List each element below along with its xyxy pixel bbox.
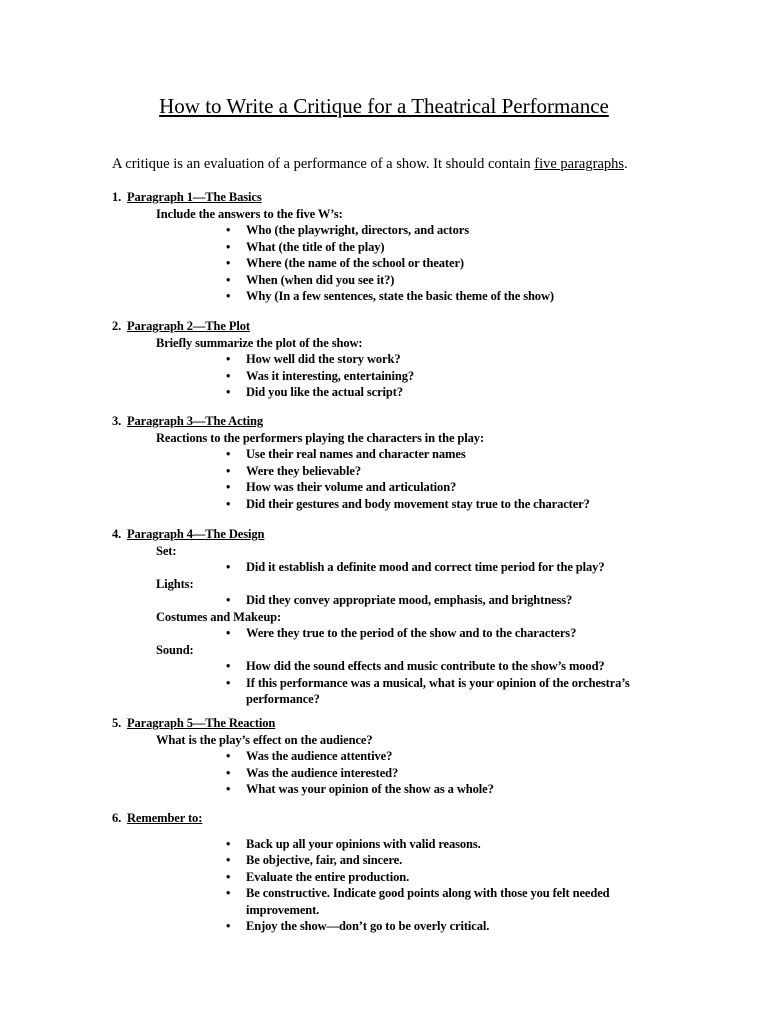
section-4 [112, 526, 646, 708]
section-heading [112, 318, 646, 335]
section-number: 3. [112, 414, 122, 428]
list-item-text: Use their real names and character names [246, 447, 466, 461]
section-subheading: Briefly summarize the plot of the show: [156, 335, 363, 350]
list-item-text: Evaluate the entire production. [246, 869, 410, 884]
bullet-list [112, 592, 646, 609]
list-item [226, 592, 646, 609]
bullet-icon: • [226, 385, 231, 399]
design-group-label-set: Set: [156, 543, 177, 558]
list-item [226, 272, 646, 289]
list-item [226, 852, 646, 869]
list-item-text: How was their volume and articulation? [246, 480, 457, 494]
bullet-icon: • [226, 675, 231, 690]
list-item-text: When (when did you see it?) [246, 272, 395, 287]
list-item [226, 675, 646, 708]
section-heading [112, 526, 646, 543]
bullet-icon: • [226, 659, 231, 673]
list-item [226, 836, 646, 853]
list-item-text: What was your opinion of the show as a whole? [246, 782, 494, 796]
list-item-text: Was it interesting, entertaining? [246, 368, 414, 383]
bullet-icon: • [226, 447, 231, 461]
design-group-label-sound: Sound: [156, 642, 194, 657]
spacer [112, 827, 646, 836]
design-group-label-costumes: Costumes and Makeup: [156, 609, 282, 624]
section-title: Paragraph 2—The Plot [127, 319, 250, 333]
list-item-text: Enjoy the show—don’t go to be overly critical. [246, 919, 490, 933]
list-item [226, 463, 646, 480]
bullet-icon: • [226, 496, 231, 511]
section-5 [112, 715, 646, 798]
section-number: 1. [112, 190, 122, 204]
list-item [226, 869, 646, 886]
list-item [226, 479, 646, 496]
section-number: 6. [112, 811, 122, 825]
bullet-icon: • [226, 782, 231, 796]
section-title: Paragraph 4—The Design [127, 527, 265, 541]
section-title: Paragraph 5—The Reaction [127, 716, 276, 730]
section-2 [112, 318, 646, 401]
bullet-icon: • [226, 272, 231, 287]
list-item-text: Did you like the actual script? [246, 385, 403, 399]
list-item-text: Did it establish a definite mood and correct time period for the play? [246, 560, 605, 574]
bullet-list [112, 625, 646, 642]
bullet-icon: • [226, 289, 231, 303]
list-item [226, 496, 646, 513]
list-item [226, 885, 646, 918]
intro-text: A critique is an evaluation of a performance of a show. It should contain [112, 156, 535, 172]
section-3 [112, 413, 646, 512]
bullet-icon: • [226, 593, 231, 607]
section-subheading: Reactions to the performers playing the characters in the play: [156, 430, 485, 445]
list-item [226, 625, 646, 642]
list-item-text: Be constructive. Indicate good points along with those you felt needed improvement. [246, 886, 610, 917]
list-item-text: Did their gestures and body movement stay true to the character? [246, 496, 590, 511]
list-item [226, 765, 646, 782]
section-6 [112, 810, 646, 935]
list-item-text: If this performance was a musical, what is your opinion of the orchestra’s performance? [246, 675, 630, 706]
section-heading [112, 413, 646, 430]
bullet-icon: • [226, 463, 231, 478]
section-title: Paragraph 1—The Basics [127, 190, 262, 204]
intro-end: . [624, 156, 628, 172]
section-title: Paragraph 3—The Acting [127, 414, 263, 428]
list-item [226, 239, 646, 256]
bullet-icon: • [226, 239, 231, 254]
bullet-list [112, 748, 646, 798]
list-item-text: Were they believable? [246, 463, 362, 478]
section-subheading: Include the answers to the five W’s: [156, 206, 343, 221]
design-group-label-lights: Lights: [156, 576, 194, 591]
list-item [226, 222, 646, 239]
bullet-list [112, 351, 646, 401]
list-item [226, 918, 646, 935]
list-item-text: Was the audience attentive? [246, 749, 393, 763]
bullet-icon: • [226, 869, 231, 884]
bullet-icon: • [226, 765, 231, 780]
section-number: 2. [112, 319, 122, 333]
list-item-text: Did they convey appropriate mood, emphasis, and brightness? [246, 593, 573, 607]
section-heading [112, 189, 646, 206]
list-item-text: Who (the playwright, directors, and actors [246, 223, 469, 237]
bullet-icon: • [226, 480, 231, 494]
section-number: 4. [112, 527, 122, 541]
list-item [226, 255, 646, 272]
list-item-text: Back up all your opinions with valid reasons. [246, 836, 481, 851]
bullet-icon: • [226, 749, 231, 763]
list-item-text: How well did the story work? [246, 352, 401, 366]
list-item [226, 368, 646, 385]
bullet-list [112, 836, 646, 935]
list-item-text: Were they true to the period of the show and to the characters? [246, 626, 577, 640]
list-item [226, 781, 646, 798]
list-item [226, 559, 646, 576]
bullet-icon: • [226, 560, 231, 574]
list-item [226, 384, 646, 401]
bullet-icon: • [226, 836, 231, 851]
list-item [226, 351, 646, 368]
intro-emphasis: five paragraphs [534, 156, 625, 172]
list-item-text: What (the title of the play) [246, 239, 385, 254]
bullet-icon: • [226, 853, 231, 867]
section-title: Remember to: [127, 811, 203, 825]
list-item-text: Why (In a few sentences, state the basic theme of the show) [246, 289, 554, 303]
section-heading [112, 715, 646, 732]
bullet-icon: • [226, 223, 231, 237]
bullet-icon: • [226, 368, 231, 383]
list-item [226, 658, 646, 675]
list-item [226, 288, 646, 305]
bullet-icon: • [226, 919, 231, 933]
section-number: 5. [112, 716, 122, 730]
bullet-icon: • [226, 256, 231, 270]
list-item [226, 446, 646, 463]
page-title: How to Write a Critique for a Theatrical Performance [159, 94, 609, 118]
bullet-list [112, 222, 646, 305]
bullet-list [112, 559, 646, 576]
bullet-icon: • [226, 352, 231, 366]
section-subheading: What is the play’s effect on the audience? [156, 732, 373, 747]
section-1 [112, 189, 646, 305]
bullet-icon: • [226, 886, 231, 900]
intro-paragraph [112, 155, 628, 173]
bullet-list [112, 658, 646, 708]
list-item-text: Where (the name of the school or theater) [246, 256, 464, 270]
bullet-list [112, 446, 646, 512]
list-item-text: Be objective, fair, and sincere. [246, 853, 403, 867]
list-item-text: Was the audience interested? [246, 765, 399, 780]
list-item-text: How did the sound effects and music contribute to the show’s mood? [246, 659, 605, 673]
bullet-icon: • [226, 626, 231, 640]
section-heading [112, 810, 646, 827]
list-item [226, 748, 646, 765]
